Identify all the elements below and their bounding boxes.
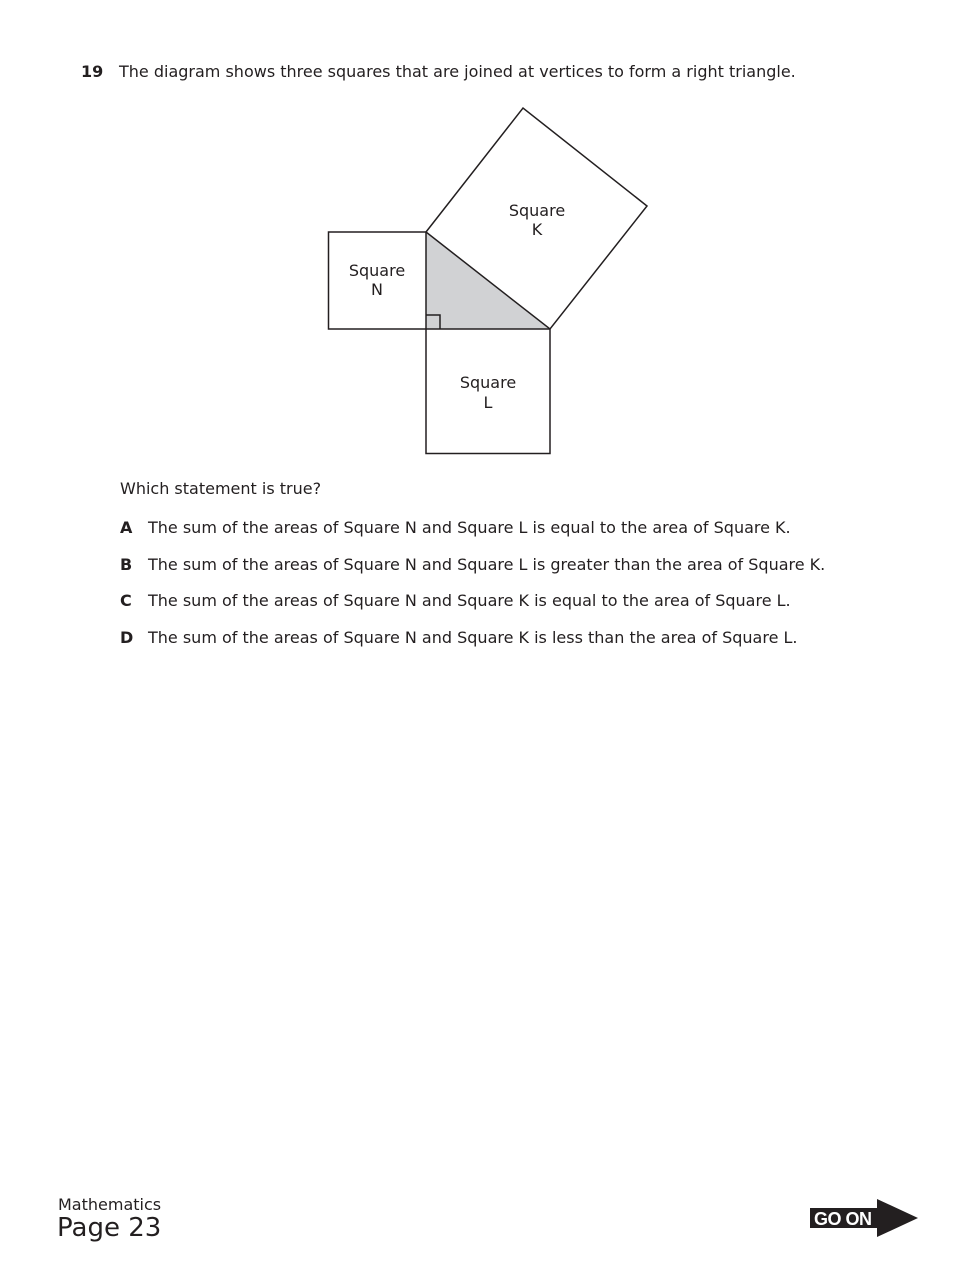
go-on-button[interactable]: [809, 1198, 919, 1238]
choice-letter: D: [120, 627, 134, 647]
choice-text: The sum of the areas of Square N and Square K is less than the area of Square L.: [148, 627, 798, 647]
choice-c[interactable]: [120, 591, 825, 628]
choice-text: The sum of the areas of Square N and Square L is equal to the area of Square K.: [148, 518, 791, 537]
choice-b[interactable]: [120, 555, 825, 592]
footer-page-number: Page 23: [57, 1213, 162, 1243]
answer-choices: [120, 518, 825, 664]
square-l-label-line1: Square: [459, 373, 517, 392]
question-number: 19: [81, 62, 104, 81]
choice-d[interactable]: [120, 628, 825, 665]
choice-text: The sum of the areas of Square N and Square K is equal to the area of Square L.: [148, 591, 791, 610]
square-k-label-line2: K: [531, 220, 543, 239]
footer-subject: Mathematics: [58, 1195, 162, 1214]
right-triangle-squares-diagram: [0, 0, 979, 470]
question-text: The diagram shows three squares that are joined at vertices to form a right triangle.: [119, 62, 796, 81]
choice-letter: B: [120, 554, 133, 574]
square-l-label-line2: L: [483, 393, 493, 412]
choice-letter: A: [120, 518, 133, 537]
choice-letter: C: [120, 591, 132, 610]
choice-a[interactable]: [120, 518, 825, 555]
square-n-label-line2: N: [371, 280, 383, 299]
square-n-label-line1: Square: [348, 261, 406, 280]
go-on-label: GO ON: [814, 1209, 872, 1229]
square-k-label-line1: Square: [508, 201, 566, 220]
question-prompt: Which statement is true?: [120, 479, 322, 498]
choice-text: The sum of the areas of Square N and Square L is greater than the area of Square K.: [148, 554, 826, 574]
